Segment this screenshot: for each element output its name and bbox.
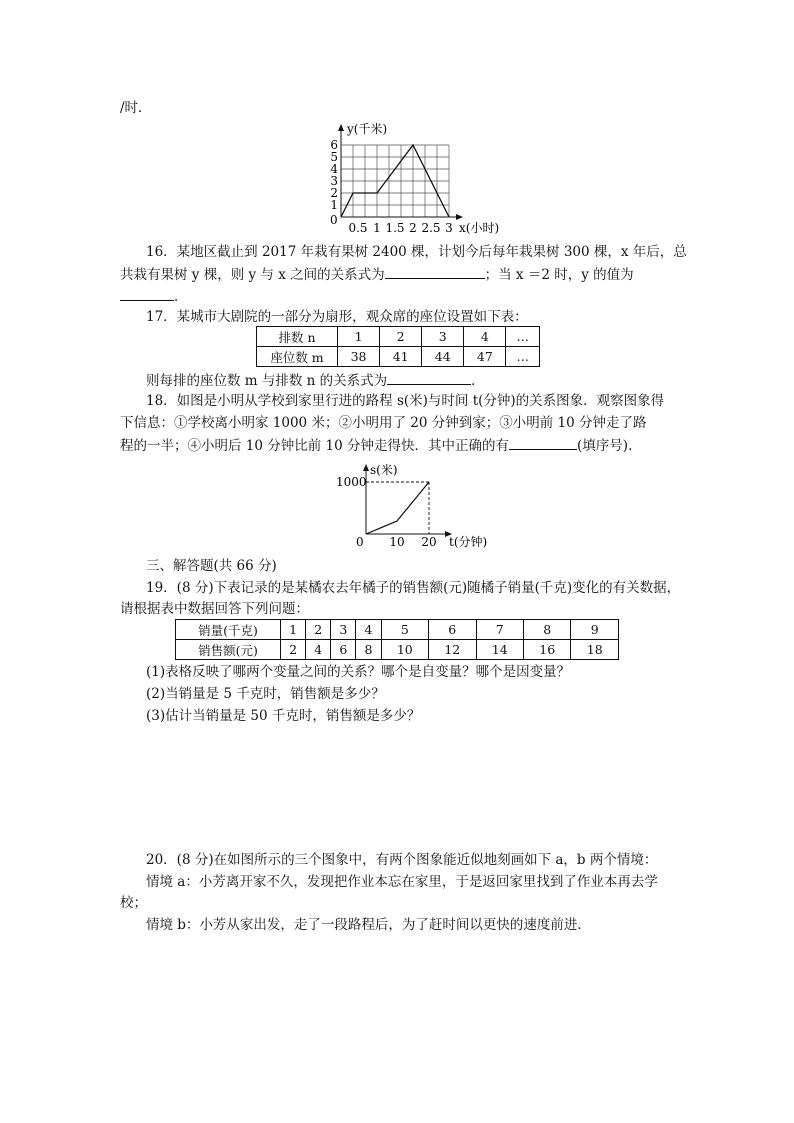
table-row — [257, 347, 540, 367]
x-tick: 3 — [445, 221, 453, 235]
table-cell: 3 — [331, 620, 356, 640]
table-cell: 4 — [464, 327, 506, 347]
q18-line3-text: 程的一半；④小明后 10 分钟比前 10 分钟走得快．其中正确的有 — [120, 438, 510, 454]
q20-line1: 20．(8 分)在如图所示的三个图象中，有两个图象能近似地刻画如下 a，b 两个情境： — [146, 852, 658, 868]
table-cell: 18 — [571, 640, 619, 660]
table-cell: 6 — [429, 620, 476, 640]
q18-line3-end: (填序号). — [577, 438, 633, 454]
graph1-x-ticks — [348, 221, 452, 235]
q16-line1: 16．某地区截止到 2017 年栽有果树 2400 棵，计划今后每年栽果树 300 棵，x 年后，总 — [146, 244, 687, 260]
graph1-x-arrow — [456, 214, 463, 220]
q18-answer-blank[interactable] — [509, 435, 577, 450]
q17-after-end: ． — [471, 373, 485, 389]
table-cell: 6 — [331, 640, 356, 660]
q17-answer-blank[interactable] — [387, 370, 471, 385]
q19-sales-table — [175, 619, 619, 660]
table-cell: 3 — [422, 327, 464, 347]
q17-after-text: 则每排的座位数 m 与排数 n 的关系式为 — [146, 373, 388, 389]
table-header-cell: 销售额(元) — [176, 640, 281, 660]
distance-time-graph-2 — [330, 460, 490, 550]
table-row — [176, 620, 619, 640]
section-heading: 三、解答题(共 66 分) — [146, 558, 277, 574]
table-cell: … — [506, 327, 540, 347]
table-cell: 10 — [381, 640, 428, 660]
q18-line3 — [120, 435, 632, 456]
q20-line3: 校； — [120, 895, 147, 911]
x-tick: 0.5 — [348, 221, 368, 235]
table-cell: 14 — [476, 640, 523, 660]
q17-intro: 17．某城市大剧院的一部分为扇形，观众席的座位设置如下表： — [146, 309, 528, 325]
q16-line2 — [120, 264, 634, 285]
q16-line3-end: ． — [174, 289, 188, 305]
table-cell: 2 — [306, 620, 331, 640]
graph1-y-ticks — [330, 138, 338, 212]
table-cell: 7 — [476, 620, 523, 640]
graph2-y-arrow — [363, 464, 369, 471]
distance-time-graph-1 — [320, 118, 500, 240]
table-header-cell: 销量(千克) — [176, 620, 281, 640]
q16-line2-part-b: ；当 x ＝2 时，y 的值为 — [484, 267, 634, 283]
table-cell: 8 — [523, 620, 570, 640]
q19-sub1: (1)表格反映了哪两个变量之间的关系？哪个是自变量？哪个是因变量？ — [146, 664, 571, 680]
top-fragment: /时． — [120, 100, 152, 116]
table-cell: 1 — [338, 327, 380, 347]
table-cell: 2 — [281, 640, 306, 660]
q20-line2: 情境 a：小芳离开家不久，发现把作业本忘在家里，于是返回家里找到了作业本再去学 — [146, 874, 658, 890]
table-cell: 8 — [356, 640, 381, 660]
table-cell: 2 — [380, 327, 422, 347]
q19-line2: 请根据表中数据回答下列问题： — [120, 601, 309, 617]
table-row — [176, 640, 619, 660]
table-cell: 16 — [523, 640, 570, 660]
table-header-cell: 座位数 m — [257, 347, 338, 367]
graph2-y-tick: 1000 — [336, 475, 367, 489]
y-tick: 5 — [330, 150, 338, 164]
x-tick: 2 — [409, 221, 417, 235]
table-cell: 47 — [464, 347, 506, 367]
table-cell: 4 — [306, 640, 331, 660]
q19-line1: 19．(8 分)下表记录的是某橘农去年橘子的销售额(元)随橘子销量(千克)变化的有关数据， — [146, 580, 681, 596]
graph1-origin: 0 — [330, 213, 338, 227]
graph2-x-tick: 20 — [421, 535, 437, 549]
graph2-y-label: s(米) — [370, 463, 398, 477]
q17-seat-table — [256, 326, 540, 367]
q18-line1: 18．如图是小明从学校到家里行进的路程 s(米)与时间 t(分钟)的关系图象．观察图象得 — [146, 393, 665, 409]
graph1-x-label: x(小时) — [459, 221, 500, 235]
table-cell: 12 — [429, 640, 476, 660]
q19-sub2: (2)当销量是 5 千克时，销售额是多少？ — [146, 686, 385, 702]
graph1-y-arrow — [338, 124, 344, 131]
graph2-x-tick: 10 — [389, 535, 405, 549]
table-header-cell: 排数 n — [257, 327, 338, 347]
q16-line2-part-a: 共栽有果树 y 棵，则 y 与 x 之间的关系式为 — [120, 267, 385, 283]
y-tick: 1 — [330, 198, 338, 212]
x-tick: 1 — [373, 221, 381, 235]
q16-answer-blank-1[interactable] — [385, 264, 485, 279]
y-tick: 3 — [330, 174, 338, 188]
table-cell: 1 — [281, 620, 306, 640]
q16-answer-blank-2[interactable] — [120, 286, 174, 301]
q18-line2: 下信息：①学校离小明家 1000 米；②小明用了 20 分钟到家；③小明前 10 分钟走了路 — [120, 415, 647, 431]
table-cell: 5 — [381, 620, 428, 640]
q19-sub3: (3)估计当销量是 50 千克时，销售额是多少？ — [146, 708, 421, 724]
x-tick: 1.5 — [385, 221, 405, 235]
table-cell: 4 — [356, 620, 381, 640]
y-tick: 6 — [330, 138, 338, 152]
y-tick: 4 — [330, 162, 338, 176]
q20-line4: 情境 b：小芳从家出发，走了一段路程后，为了赶时间以更快的速度前进． — [146, 917, 591, 933]
graph1-grid — [341, 145, 449, 217]
y-tick: 2 — [330, 186, 338, 200]
table-cell: … — [506, 347, 540, 367]
graph2-x-label: t(分钟) — [449, 535, 488, 549]
table-cell: 41 — [380, 347, 422, 367]
table-cell: 38 — [338, 347, 380, 367]
table-cell: 9 — [571, 620, 619, 640]
table-cell: 44 — [422, 347, 464, 367]
graph2-origin: 0 — [356, 535, 364, 549]
graph2-line — [366, 482, 429, 534]
q16-line3 — [120, 286, 188, 307]
q17-after — [146, 370, 485, 391]
table-row — [257, 327, 540, 347]
x-tick: 2.5 — [421, 221, 441, 235]
graph1-y-label: y(千米) — [347, 122, 388, 136]
